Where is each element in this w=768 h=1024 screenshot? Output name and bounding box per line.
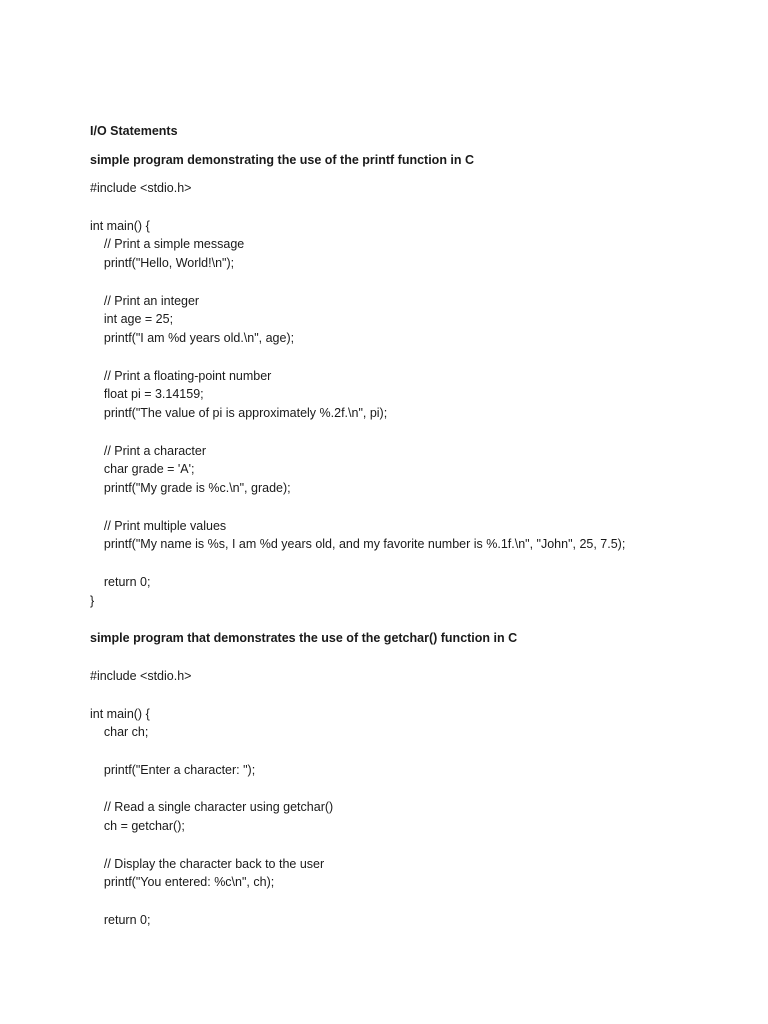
code-line: // Print an integer — [90, 293, 200, 308]
code-line: printf("My grade is %c.\n", grade); — [90, 481, 291, 495]
code-line: printf("My name is %s, I am %d years old, and my favorite number is %.1f.\n", "John", 25, 7.5); — [90, 537, 626, 552]
code-line — [90, 780, 333, 799]
code-line — [90, 742, 333, 761]
code-line: printf("Enter a character: "); — [90, 762, 256, 777]
code-line: printf("I am %d years old.\n", age); — [90, 331, 295, 345]
code-line: float pi = 3.14159; — [90, 387, 204, 402]
section-heading-printf: simple program demonstrating the use of the printf function in C — [90, 153, 475, 167]
code-line — [90, 836, 333, 855]
code-line: #include <stdio.h> — [90, 181, 192, 195]
code-line: // Print a simple message — [90, 237, 245, 252]
code-line — [90, 686, 333, 705]
code-line: return 0; — [90, 912, 151, 927]
code-line: int age = 25; — [90, 312, 174, 327]
code-line — [90, 273, 625, 292]
code-line: // Read a single character using getchar() — [90, 800, 334, 815]
code-line: // Display the character back to the user — [90, 856, 325, 871]
code-line: // Print multiple values — [90, 518, 227, 533]
code-block-getchar — [90, 667, 333, 930]
code-line — [90, 423, 625, 442]
code-line — [90, 554, 625, 573]
code-line — [90, 348, 625, 367]
section-heading-getchar: simple program that demonstrates the use of the getchar() function in C — [90, 631, 518, 645]
code-line: char grade = 'A'; — [90, 462, 195, 477]
code-line: // Print a character — [90, 443, 207, 458]
code-line: return 0; — [90, 574, 151, 589]
code-line: char ch; — [90, 725, 149, 740]
code-line — [90, 498, 625, 517]
code-block-printf — [90, 179, 625, 610]
code-line — [90, 198, 625, 217]
code-line: ch = getchar(); — [90, 819, 185, 833]
code-line — [90, 892, 333, 911]
code-line: printf("Hello, World!\n"); — [90, 256, 235, 270]
code-line: int main() { — [90, 706, 150, 721]
code-line: #include <stdio.h> — [90, 669, 192, 683]
code-line: } — [90, 593, 95, 608]
document-title: I/O Statements — [90, 124, 178, 138]
code-line: printf("The value of pi is approximately %.2f.\n", pi); — [90, 406, 388, 420]
code-line: printf("You entered: %c\n", ch); — [90, 875, 275, 890]
code-line: // Print a floating-point number — [90, 368, 272, 383]
code-line: int main() { — [90, 218, 150, 233]
